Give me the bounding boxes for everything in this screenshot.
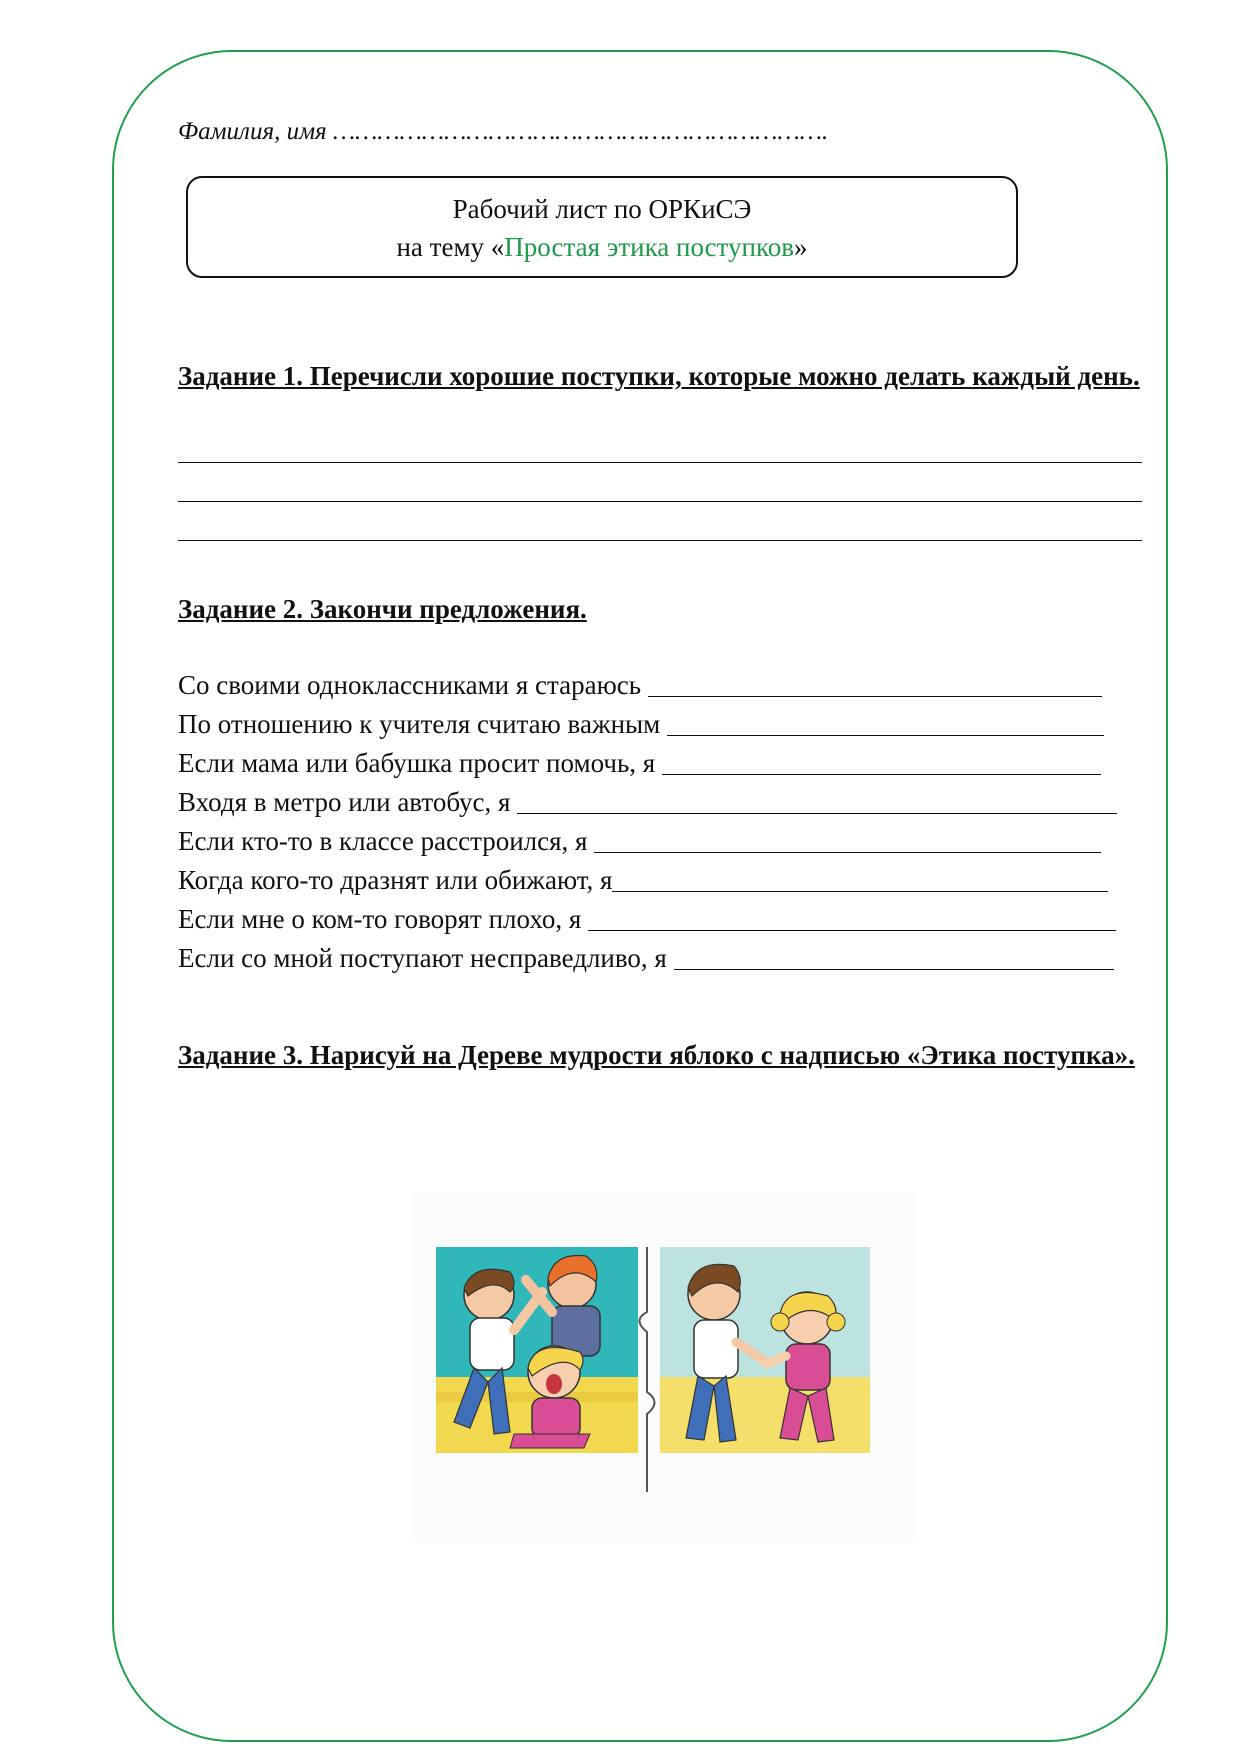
sentence-item: Входя в метро или автобус, я (178, 783, 1158, 822)
worksheet-topic: Простая этика поступков (504, 232, 795, 262)
task2-heading: Задание 2. Закончи предложения. (178, 594, 587, 624)
puzzle-cut-line (640, 1247, 655, 1492)
answer-line-3[interactable] (178, 540, 1142, 541)
sentence-item: Если кто-то в классе расстроился, я (178, 822, 1158, 861)
sentence-blank[interactable] (594, 852, 1101, 853)
worksheet-title: Рабочий лист по ОРКиСЭ (452, 194, 752, 224)
task3-heading: Задание 3. Нарисуй на Дереве мудрости яблоко с надписью «Этика поступка». (178, 1040, 1135, 1070)
sentence-item: По отношению к учителя считаю важным (178, 705, 1158, 744)
task1-heading: Задание 1. Перечисли хорошие поступки, которые можно делать каждый день. (178, 361, 1140, 391)
sentence-blank[interactable] (667, 735, 1104, 736)
sentence-blank[interactable] (662, 774, 1101, 775)
name-field[interactable] (178, 118, 828, 146)
sentence-blank[interactable] (648, 696, 1102, 697)
friendly-children-panel (660, 1247, 870, 1453)
sentence-blank[interactable] (517, 813, 1117, 814)
sentence-blank[interactable] (612, 891, 1108, 892)
sentence-list (178, 666, 1158, 978)
worksheet-title-box (186, 176, 1018, 278)
sentence-blank[interactable] (588, 930, 1116, 931)
sentence-item: Когда кого-то дразнят или обижают, я (178, 861, 1158, 900)
answer-line-1[interactable] (178, 462, 1142, 463)
fighting-children-panel (436, 1247, 638, 1453)
sentence-item: Если мама или бабушка просит помочь, я (178, 744, 1158, 783)
sentence-item: Если мне о ком-то говорят плохо, я (178, 900, 1158, 939)
name-label: Фамилия, имя (178, 118, 327, 145)
answer-line-2[interactable] (178, 501, 1142, 502)
children-puzzle-illustration (414, 1192, 914, 1542)
name-dots: …………………………………………………………. (332, 118, 829, 145)
sentence-item: Если со мной поступают несправедливо, я (178, 939, 1158, 978)
sentence-item: Со своими одноклассниками я стараюсь (178, 666, 1158, 705)
worksheet-topic-line: на тему «Простая этика поступков» (396, 232, 808, 262)
sentence-blank[interactable] (674, 969, 1114, 970)
